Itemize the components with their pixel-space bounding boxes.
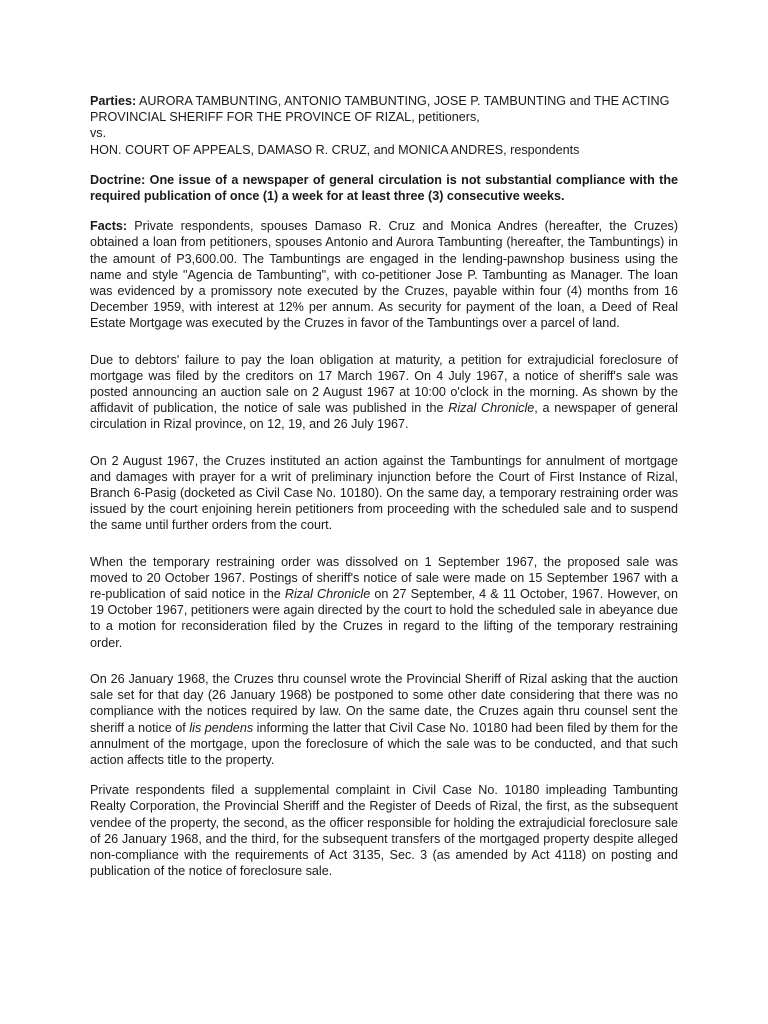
document-page — [90, 93, 678, 879]
p5-text-a: On 26 January 1968, the Cruzes thru counsel wrote the Provincial Sheriff of Rizal asking that the auction sale set for that day (26 January 1968) be postponed to some other date considering that there was no compliance with the notices required by law. On the same date, the Cruzes again thru counsel sent the sheriff a notice of — [90, 671, 678, 735]
facts-paragraph-4 — [90, 554, 678, 651]
respondents-names: HON. COURT OF APPEALS, DAMASO R. CRUZ, and MONICA ANDRES — [90, 142, 504, 157]
facts-paragraph-5 — [90, 671, 678, 768]
doctrine-section — [90, 172, 678, 204]
versus-text: vs. — [90, 126, 107, 141]
p2-text-b: , a newspaper of general circulation in Rizal province, on 12, 19, and 26 July 1967. — [90, 401, 678, 432]
p5-lis-pendens: lis pendens — [189, 720, 254, 735]
facts-paragraph-3: On 2 August 1967, the Cruzes instituted an action against the Tambuntings for annulment of mortgage and damages with prayer for a writ of preliminary injunction before the Court of First Instance of Rizal, Branch 6-Pasig (docketed as Civil Case No. 10180). On the same day, a temporary restraining order was issued by the court enjoining herein petitioners from proceeding with the scheduled sale and to suspend the same until further orders from the court. — [90, 453, 678, 533]
p4-text-a: When the temporary restraining order was dissolved on 1 September 1967, the proposed sale was moved to 20 October 1967. Postings of sheriff's notice of sale were made on 15 September 1967 with a re-publication of said notice in the — [90, 554, 678, 602]
parties-label: Parties: — [90, 94, 137, 108]
p5-text-b: informing the latter that Civil Case No. 10180 had been filed by them for the annulment of the mortgage, upon the foreclosure of which the sale was to be conducted, and that such action affects title to the property. — [90, 720, 678, 767]
facts-paragraph-1 — [90, 218, 678, 331]
facts-paragraph-2 — [90, 352, 678, 433]
p2-newspaper-name: Rizal Chronicle — [448, 401, 535, 416]
facts-label: Facts: — [90, 219, 128, 234]
petitioners-names: AURORA TAMBUNTING, ANTONIO TAMBUNTING, JOSE P. TAMBUNTING and THE ACTING PROVINCIAL SHERIFF FOR THE PROVINCE OF RIZAL — [90, 94, 670, 125]
doctrine-label: Doctrine: — [90, 172, 146, 187]
p2-text-a: Due to debtors' failure to pay the loan obligation at maturity, a petition for extrajudicial foreclosure of mortgage was filed by the creditors on 17 March 1967. On 4 July 1967, a notice of sheriff's sale was posted announcing an auction sale on 2 August 1967 at 10:00 o'clock in the morning. As shown by the affidavit of publication, the notice of sale was published in the — [90, 352, 678, 416]
parties-section — [90, 93, 678, 158]
p4-text-b: on 27 September, 4 & 11 October, 1967. However, on 19 October 1967, petitioners were again directed by the court to hold the scheduled sale in abeyance due to a motion for reconsideration filed by the Cruzes in regard to the lifting of the temporary restraining order. — [90, 587, 678, 650]
petitioners-suffix: , petitioners, — [411, 110, 480, 125]
facts-p1-text: Private respondents, spouses Damaso R. Cruz and Monica Andres (hereafter, the Cruzes) obtained a loan from petitioners, spouses Antonio and Aurora Tambunting (hereafter, the Tambuntings) in the amount of P3,600.00. The Tambuntings are engaged in the lending-pawnshop business using the name and style "Agencia de Tambunting", with co-petitioner Jose P. Tambunting as Manager. The loan was evidenced by a promissory note executed by the Cruzes, payable within four (4) months from 16 December 1959, with interest at 12% per annum. As security for payment of the loan, a Deed of Real Estate Mortgage was executed by the Cruzes in favor of the Tambuntings over a parcel of land. — [90, 219, 679, 331]
p4-newspaper-name: Rizal Chronicle — [284, 587, 371, 602]
facts-paragraph-6: Private respondents filed a supplemental complaint in Civil Case No. 10180 impleading Tambunting Realty Corporation, the Provincial Sheriff and the Register of Deeds of Rizal, the first, as the subsequent vendee of the property, the second, as the officer responsible for holding the extrajudicial foreclosure sale of 26 January 1968, and the third, for the subsequent transfers of the mortgaged property despite alleged non-compliance with the requirements of Act 3135, Sec. 3 (as amended by Act 4118) on posting and publication of the notice of foreclosure sale. — [90, 783, 678, 879]
respondents-suffix: , respondents — [503, 142, 580, 157]
doctrine-text: One issue of a newspaper of general circulation is not substantial compliance with the required publication of once (1) a week for at least three (3) consecutive weeks. — [90, 172, 679, 204]
